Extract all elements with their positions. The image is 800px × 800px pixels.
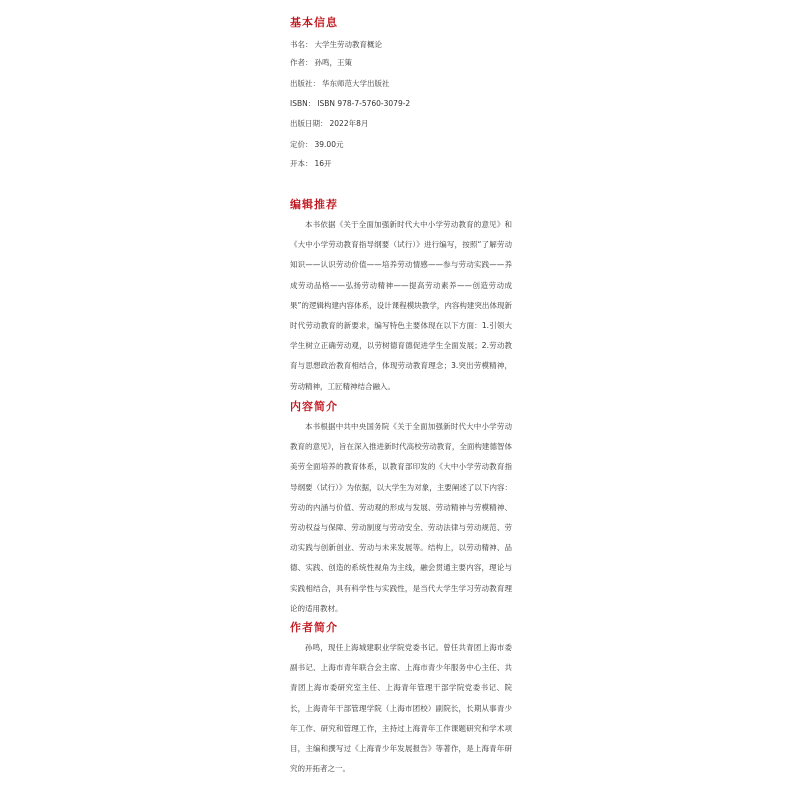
info-value: 孙鸣，王策 [314, 58, 352, 67]
info-value: 16开 [314, 159, 332, 168]
info-item-title [290, 40, 512, 50]
editor-recommendation-title: 编辑推荐 [290, 198, 338, 211]
info-item-pubdate [290, 119, 368, 129]
info-label: 书名： [290, 40, 313, 49]
info-label: 出版社： [290, 79, 320, 88]
author-intro-text: 孙鸣，现任上海城建职业学院党委书记。曾任共青团上海市委副书记、上海市青年联合会主席、上海市青少年服务中心主任、共青团上海市委研究室主任、上海青年管理干部学院党委书记、院长，上海青年干部管理学院（上海市团校）副院长，长期从事青少年工作、研究和管理工作，主持过上海青年工作课题研究和学术项目，主编和撰写过《上海青少年发展报告》等著作，是上海青年研究的开拓者之一。 [290, 643, 512, 774]
content-intro-text: 本书根据中共中央国务院《关于全面加强新时代大中小学劳动教育的意见》，旨在深入推进新时代高校劳动教育，全面构建德智体美劳全面培养的教育体系，以教育部印发的《大中小学劳动教育指导纲要（试行）》为依据，以大学生为对象，主要阐述了以下内容：劳动的内涵与价值、劳动观的形成与发展、劳动精神与劳模精神、劳动权益与保障、劳动制度与劳动安全、劳动法律与劳动规范、劳动实践与创新创业、劳动与未来发展等。结构上，以劳动精神、品德、实践、创造的系统性视角为主线，融会贯通主要内容，理论与实践相结合，具有科学性与实践性，是当代大学生学习劳动教育理论的适用教材。 [290, 422, 512, 613]
info-item-author [290, 58, 352, 68]
info-label: 出版日期： [290, 119, 328, 128]
info-value: 大学生劳动教育概论 [314, 40, 382, 49]
info-item-isbn [290, 99, 410, 109]
info-item-price [290, 140, 343, 150]
author-intro-title: 作者简介 [290, 621, 338, 634]
info-label: 开本： [290, 159, 313, 168]
basic-info-list [290, 40, 512, 50]
info-item-publisher [290, 79, 390, 89]
info-label: ISBN： [290, 99, 316, 108]
content-intro-title: 内容简介 [290, 400, 338, 413]
info-label: 定价： [290, 140, 313, 149]
info-value: ISBN 978-7-5760-3079-2 [317, 99, 411, 108]
basic-info-title: 基本信息 [290, 16, 338, 29]
info-value: 2022年8月 [329, 119, 369, 128]
info-value: 华东师范大学出版社 [322, 79, 390, 88]
info-item-format [290, 159, 332, 169]
info-label: 作者： [290, 58, 313, 67]
editor-recommendation-text: 本书依据《关于全面加强新时代大中小学劳动教育的意见》和《大中小学劳动教育指导纲要（试行）》进行编写，按照“了解劳动知识——认识劳动价值——培养劳动情感——参与劳动实践——养成劳动品格——弘扬劳动精神——提高劳动素养——创造劳动成果”的逻辑构建内容体系，设计课程模块教学，内容构建突出体现新时代劳动教育的新要求，编写特色主要体现在以下方面：1.引领大学生树立正确劳动观，以劳树德育德促进学生全面发展；2.劳动教育与思想政治教育相结合，体现劳动教育理念；3.突出劳模精神，劳动精神，工匠精神结合融入。 [290, 220, 512, 391]
info-value: 39.00元 [314, 140, 344, 149]
